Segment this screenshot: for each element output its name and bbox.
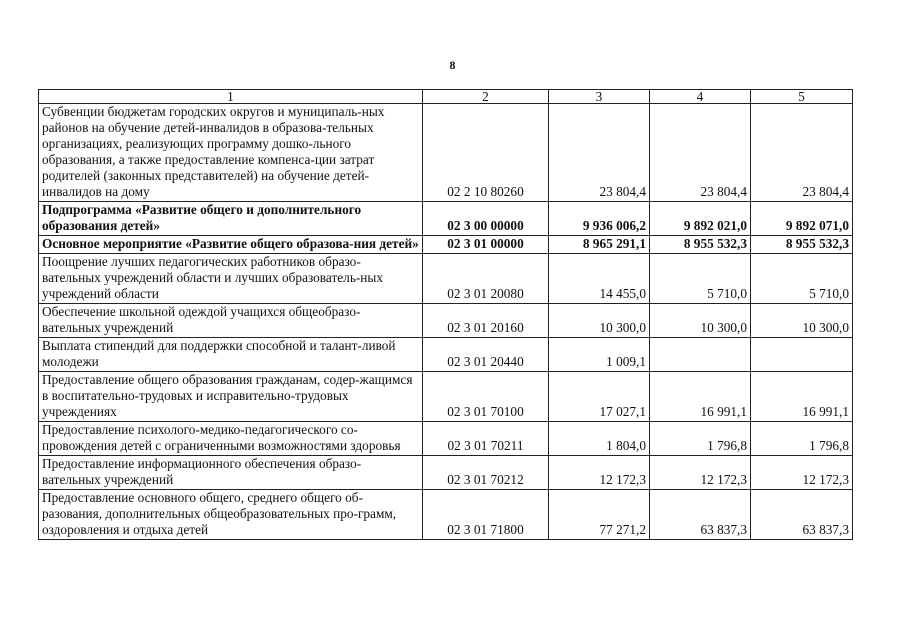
- table-row: [39, 304, 853, 338]
- row-code-cell: 02 2 10 80260: [423, 104, 549, 202]
- row-code-cell: 02 3 01 20080: [423, 254, 549, 304]
- table-row: [39, 254, 853, 304]
- row-name-cell: Предоставление общего образования гражданам, содер-жащимся в воспитательно-трудовых и исправительно-трудовых учреждениях: [39, 372, 423, 422]
- row-value-col5: 16 991,1: [751, 372, 853, 422]
- column-number: 3: [549, 90, 650, 104]
- row-value-col5: 23 804,4: [751, 104, 853, 202]
- row-code-cell: 02 3 01 20160: [423, 304, 549, 338]
- row-value-col5: 5 710,0: [751, 254, 853, 304]
- row-value-col3: 14 455,0: [549, 254, 650, 304]
- row-value-col5: 63 837,3: [751, 490, 853, 540]
- row-value-col3: 1 804,0: [549, 422, 650, 456]
- table-row: [39, 490, 853, 540]
- row-name-cell: Поощрение лучших педагогических работников образо-вательных учреждений области и лучших образователь-ных учреждений области: [39, 254, 423, 304]
- row-value-col4: 5 710,0: [650, 254, 751, 304]
- row-value-col3: 1 009,1: [549, 338, 650, 372]
- row-value-col3: 8 965 291,1: [549, 236, 650, 254]
- row-name-cell: Субвенции бюджетам городских округов и муниципаль-ных районов на обучение детей-инвалидов в образова-тельных организациях, реализующих программу дошко-льного образования, а также предоставление компенса-ции затрат родителей (законных представителей) на обучение детей-инвалидов на дому: [39, 104, 423, 202]
- row-name-cell: Предоставление информационного обеспечения образо-вательных учреждений: [39, 456, 423, 490]
- budget-table: [38, 89, 853, 540]
- table-row: [39, 338, 853, 372]
- table-row-main-activity: [39, 236, 853, 254]
- row-value-col4: 16 991,1: [650, 372, 751, 422]
- table-row: [39, 422, 853, 456]
- row-value-col5: 10 300,0: [751, 304, 853, 338]
- column-number: 1: [39, 90, 423, 104]
- row-code-cell: 02 3 01 00000: [423, 236, 549, 254]
- row-value-col4: 10 300,0: [650, 304, 751, 338]
- row-code-cell: 02 3 01 70211: [423, 422, 549, 456]
- page-number: 8: [449, 58, 456, 72]
- row-value-col4: [650, 338, 751, 372]
- row-value-col5: 1 796,8: [751, 422, 853, 456]
- column-number: 5: [751, 90, 853, 104]
- row-name-cell: Предоставление психолого-медико-педагогического со-провождения детей с ограниченными возможностями здоровья: [39, 422, 423, 456]
- column-number-row: [39, 90, 853, 104]
- row-value-col3: 9 936 006,2: [549, 202, 650, 236]
- row-value-col3: 77 271,2: [549, 490, 650, 540]
- row-value-col5: 8 955 532,3: [751, 236, 853, 254]
- row-code-cell: 02 3 00 00000: [423, 202, 549, 236]
- row-value-col4: 12 172,3: [650, 456, 751, 490]
- row-name-cell: Предоставление основного общего, среднего общего об-разования, дополнительных общеобразовательных про-грамм, оздоровления и отдыха детей: [39, 490, 423, 540]
- column-number: 4: [650, 90, 751, 104]
- row-code-cell: 02 3 01 71800: [423, 490, 549, 540]
- row-value-col4: 9 892 021,0: [650, 202, 751, 236]
- row-value-col3: 23 804,4: [549, 104, 650, 202]
- row-value-col3: 17 027,1: [549, 372, 650, 422]
- row-value-col4: 23 804,4: [650, 104, 751, 202]
- table-row: [39, 104, 853, 202]
- column-number: 2: [423, 90, 549, 104]
- row-code-cell: 02 3 01 70212: [423, 456, 549, 490]
- row-name-cell: Основное мероприятие «Развитие общего образова-ния детей»: [39, 236, 423, 254]
- table-row: [39, 372, 853, 422]
- row-value-col4: 8 955 532,3: [650, 236, 751, 254]
- table-row-subprogram: [39, 202, 853, 236]
- row-value-col5: [751, 338, 853, 372]
- row-value-col4: 63 837,3: [650, 490, 751, 540]
- row-value-col4: 1 796,8: [650, 422, 751, 456]
- row-name-cell: Подпрограмма «Развитие общего и дополнительного образования детей»: [39, 202, 423, 236]
- table-row: [39, 456, 853, 490]
- row-value-col3: 12 172,3: [549, 456, 650, 490]
- row-value-col3: 10 300,0: [549, 304, 650, 338]
- row-value-col5: 12 172,3: [751, 456, 853, 490]
- row-code-cell: 02 3 01 70100: [423, 372, 549, 422]
- row-name-cell: Обеспечение школьной одеждой учащихся общеобразо-вательных учреждений: [39, 304, 423, 338]
- row-value-col5: 9 892 071,0: [751, 202, 853, 236]
- row-name-cell: Выплата стипендий для поддержки способной и талант-ливой молодежи: [39, 338, 423, 372]
- row-code-cell: 02 3 01 20440: [423, 338, 549, 372]
